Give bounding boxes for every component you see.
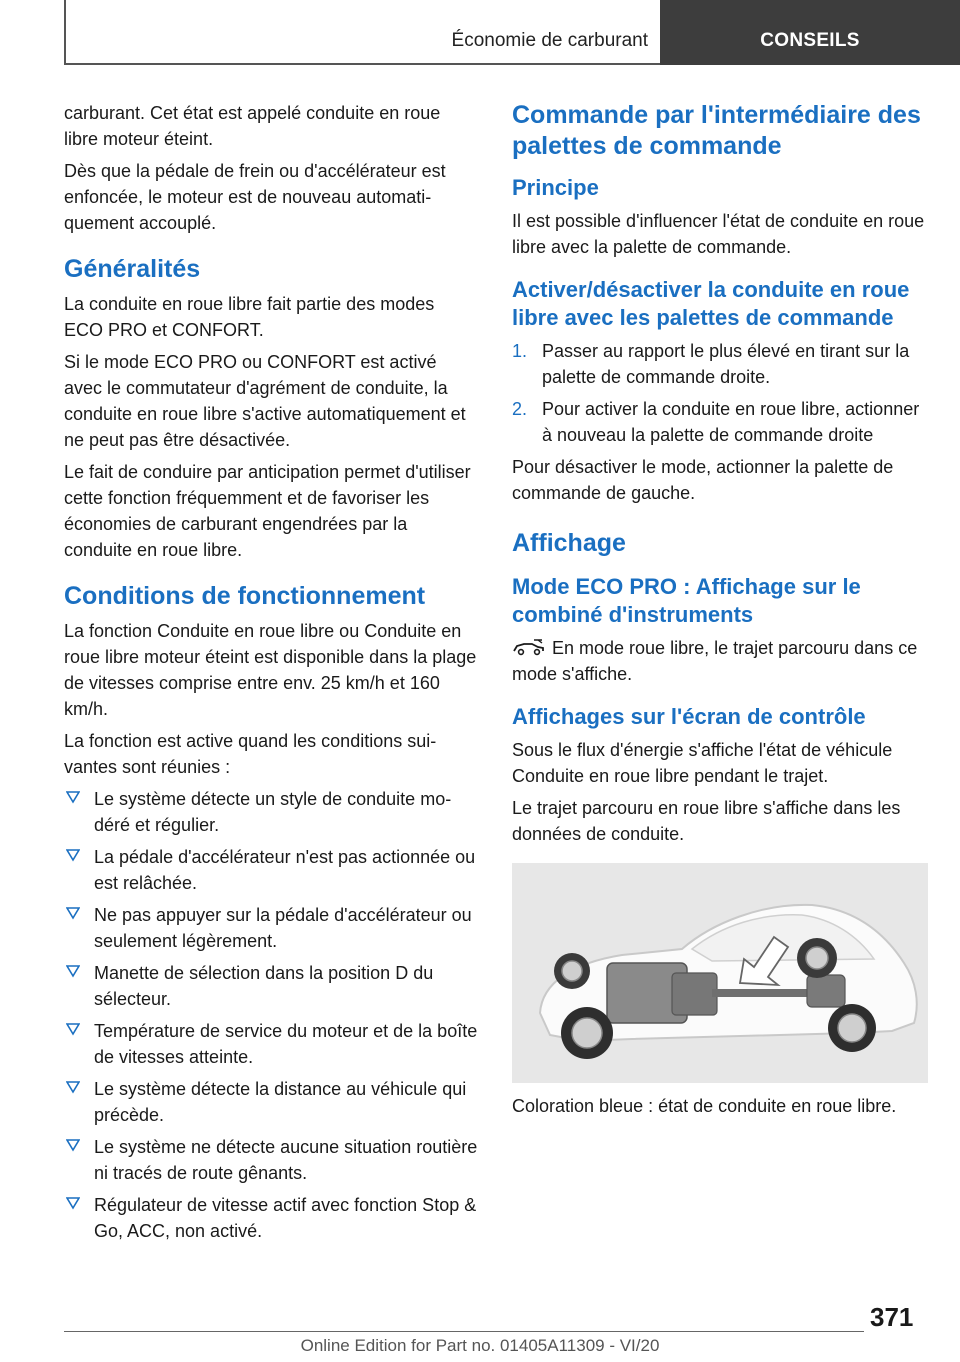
paragraph-principe: Il est possible d'influencer l'état de conduite en roue libre avec la palette de commande. [512, 211, 925, 257]
conditions-list [64, 786, 478, 1244]
step-text: Pour activer la conduite en roue libre, actionner à nouveau la palette de commande droite [542, 399, 920, 445]
paragraph-mode-eco-text: En mode roue libre, le trajet parcouru dans ce mode s'affiche. [512, 638, 918, 684]
heading-activer-desactiver: Activer/désactiver la conduite en roue libre avec les palettes de commande [512, 277, 910, 330]
footer-edition: Online Edition for Part no. 01405A11309 - VI/20 [300, 1336, 660, 1355]
triangle-bullet-icon [66, 906, 80, 920]
paragraph-intro-2: Dès que la pédale de frein ou d'accélérateur est enfoncée, le moteur est de nouveau automatiquement accouplé. [64, 161, 446, 233]
heading-affichage: Affichage [512, 529, 626, 557]
paragraph-ecran-2: Le trajet parcouru en roue libre s'affiche dans les données de conduite. [512, 798, 901, 844]
list-item [64, 1018, 478, 1070]
triangle-bullet-icon [66, 790, 80, 804]
car-drivetrain-illustration [512, 863, 928, 1083]
paragraph-desactiver: Pour désactiver le mode, actionner la palette de commande de gauche. [512, 457, 894, 503]
step-number: 1. [512, 341, 528, 361]
step-number: 2. [512, 399, 528, 419]
triangle-bullet-icon [66, 1196, 80, 1210]
header-tab-conseils[interactable]: CONSEILS [660, 0, 960, 65]
list-item [64, 902, 478, 954]
figure-caption: Coloration bleue : état de conduite en roue libre. [512, 1096, 897, 1116]
list-item-text: Le système détecte un style de conduite modéré et régulier. [94, 789, 452, 835]
list-item [64, 844, 478, 896]
triangle-bullet-icon [66, 964, 80, 978]
list-item [64, 1134, 478, 1186]
paragraph-conditions-1: La fonction Conduite en roue libre ou Conduite en roue libre moteur éteint est disponible dans la plage de vitesses comprise entre env. 25 km/h et 160 km/h. [64, 621, 477, 719]
step-text: Passer au rapport le plus élevé en tirant sur la palette de commande droite. [542, 341, 910, 387]
list-item-text: Le système détecte la distance au véhicule qui précède. [94, 1079, 467, 1125]
list-item-text: Ne pas appuyer sur la pédale d'accélérateur ou seulement légèrement. [94, 905, 472, 951]
list-item [64, 1076, 478, 1128]
paragraph-generalites-1: La conduite en roue libre fait partie des modes ECO PRO et CONFORT. [64, 294, 435, 340]
list-item-text: Le système ne détecte aucune situation routière ni tracés de route gênants. [94, 1137, 478, 1183]
paragraph-generalites-2: Si le mode ECO PRO ou CONFORT est activé avec le commutateur d'agrément de conduite, la conduite en roue libre s'active automatiquement et ne peut pas être désactivée. [64, 352, 466, 450]
heading-principe: Principe [512, 175, 599, 200]
paragraph-conditions-2: La fonction est active quand les conditions suivantes sont réunies : [64, 731, 437, 777]
heading-affichages-ecran: Affichages sur l'écran de contrôle [512, 704, 866, 729]
header-rule-bottom [64, 63, 660, 65]
car-drivetrain-icon [512, 863, 928, 1083]
header-section-title: Économie de carburant [451, 30, 648, 51]
paragraph-mode-eco [512, 635, 928, 687]
paragraph-ecran-1: Sous le flux d'énergie s'affiche l'état de véhicule Conduite en roue libre pendant le trajet. [512, 740, 893, 786]
list-item-text: La pédale d'accélérateur n'est pas actionnée ou est relâchée. [94, 847, 476, 893]
list-item [64, 786, 478, 838]
footer-rule [64, 1331, 864, 1332]
triangle-bullet-icon [66, 1138, 80, 1152]
heading-conditions: Conditions de fonctionnement [64, 582, 426, 610]
page-number: 371 [870, 1302, 914, 1332]
right-column [512, 100, 928, 1125]
step-item [512, 396, 928, 448]
coasting-car-icon [512, 638, 546, 656]
paragraph-generalites-3: Le fait de conduire par anticipation permet d'utiliser cette fonction fréquemment et de favoriser les économies de carburant engendrées par la conduite en roue libre. [64, 462, 471, 560]
triangle-bullet-icon [66, 1080, 80, 1094]
paragraph-intro-1: carburant. Cet état est appelé conduite en roue libre moteur éteint. [64, 103, 441, 149]
heading-generalites: Généralités [64, 255, 201, 283]
heading-commande-palettes: Commande par l'intermédiaire des palettes de commande [512, 101, 921, 160]
heading-mode-eco-pro: Mode ECO PRO : Affichage sur le combiné d'instruments [512, 574, 861, 627]
list-item-text: Température de service du moteur et de la boîte de vitesses atteinte. [94, 1021, 478, 1067]
left-column [64, 100, 478, 1250]
list-item [64, 1192, 478, 1244]
list-item [64, 960, 478, 1012]
step-item [512, 338, 928, 390]
triangle-bullet-icon [66, 1022, 80, 1036]
triangle-bullet-icon [66, 848, 80, 862]
list-item-text: Manette de sélection dans la position D du sélecteur. [94, 963, 434, 1009]
list-item-text: Régulateur de vitesse actif avec fonction Stop & Go, ACC, non activé. [94, 1195, 477, 1241]
